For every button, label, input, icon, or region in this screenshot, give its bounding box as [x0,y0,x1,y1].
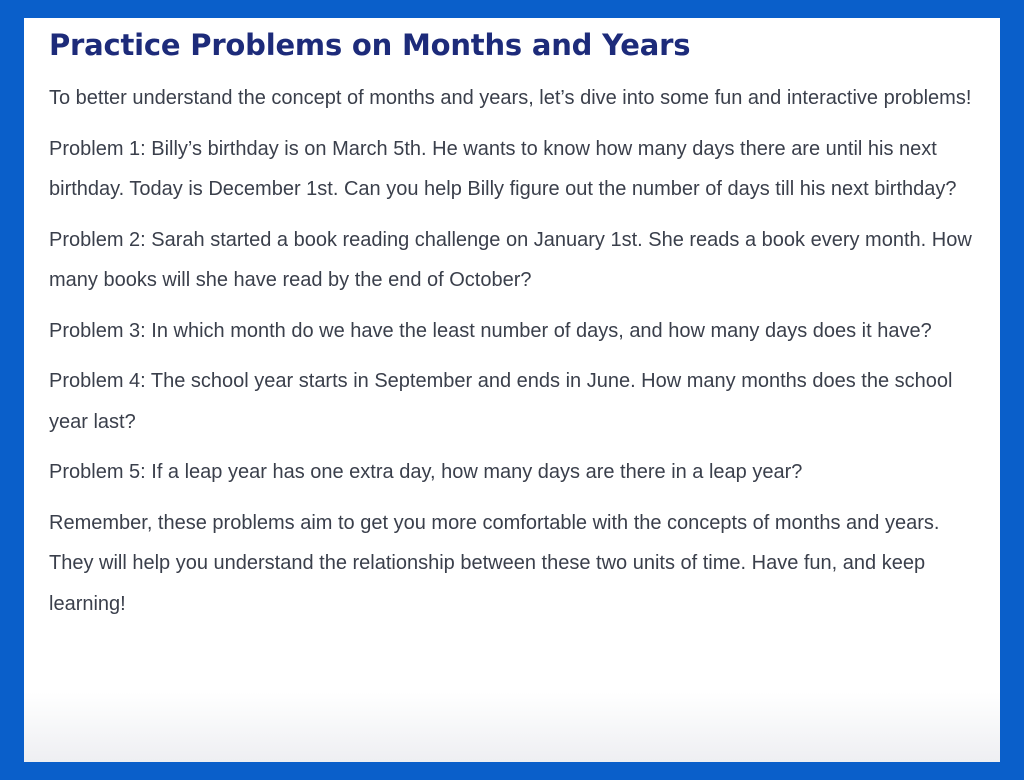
problem-5: Problem 5: If a leap year has one extra day, how many days are there in a leap year? [49,461,803,483]
article-card [24,18,1000,762]
problem-2: Problem 2: Sarah started a book reading challenge on January 1st. She reads a book every month. How many books will she have read by the end of October? [49,228,972,291]
intro-paragraph: To better understand the concept of months and years, let’s dive into some fun and interactive problems! [49,87,972,109]
problem-4: Problem 4: The school year starts in September and ends in June. How many months does the school year last? [49,370,953,433]
closing-paragraph: Remember, these problems aim to get you more comfortable with the concepts of months and years. They will help you understand the relationship between these two units of time. Have fun, and keep learning! [49,511,940,615]
problem-3: Problem 3: In which month do we have the least number of days, and how many days does it have? [49,319,932,342]
problem-1: Problem 1: Billy’s birthday is on March 5th. He wants to know how many days there are until his next birthday. Today is December 1st. Can you help Billy figure out the number of days till his next birthday? [49,137,957,200]
article-title: Practice Problems on Months and Years [49,28,691,62]
